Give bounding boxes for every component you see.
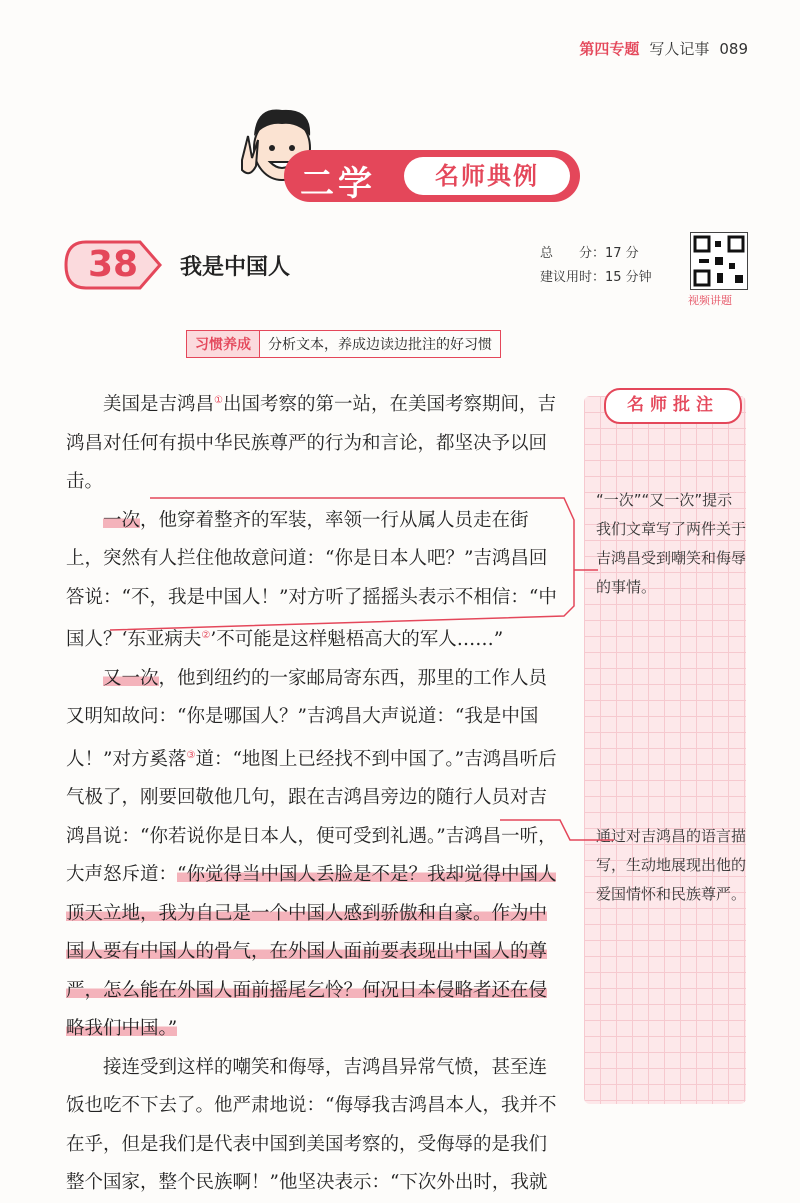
suggested-time: 建议用时：15 分钟 (540, 270, 652, 285)
annotation-note-2: 通过对吉鸿昌的语言描写，生动地展现出他的爱国情怀和民族尊严。 (596, 827, 747, 903)
text-run: 美国是吉鸿昌 (103, 394, 215, 416)
highlight: 一次 (103, 509, 141, 531)
text-run: ，他到纽约的一家邮局寄东西，那里的工作人员又明知故问：“你是哪国人？”吉鸿昌大声说道：“我是中国人！”对方奚落 (66, 667, 548, 770)
habit-tag: 习惯养成 (187, 331, 260, 357)
paragraph (66, 1049, 560, 1203)
header-topic: 第四专题 (579, 40, 640, 58)
text-run: 出国考察的第一站，在美国考察期间，吉鸿昌对任何有损中华民族尊严的行为和言论，都坚决予以回击。 (66, 394, 556, 493)
footnote-marker: ② (201, 630, 211, 642)
qr-code[interactable] (690, 232, 748, 290)
banner-part2-pill (404, 157, 570, 195)
habit-text: 分析文本，养成边读边批注的好习惯 (268, 337, 492, 353)
paragraph (66, 382, 560, 502)
header-section: 写人记事 (649, 40, 710, 58)
banner-part1: 二学 (300, 164, 376, 204)
text-run: ，他穿着整齐的军装，率领一行从属人员走在街上，突然有人拦住他故意问道：“你是日本人吧？”吉鸿昌回答说：“不，我是中国人！”对方听了摇摇头表示不相信：“中国人？‘东亚病夫 (66, 509, 557, 651)
text-run: ’不可能是这样魁梧高大的军人……” (210, 629, 504, 651)
lesson-number-badge (64, 240, 162, 290)
panel-title: 名师批注 (604, 388, 742, 424)
score-box (540, 242, 670, 290)
annotation-note-1: “一次”“又一次”提示我们文章写了两件关于吉鸿昌受到嘲笑和侮辱的事情。 (596, 491, 747, 596)
footnote-marker: ① (214, 395, 223, 406)
total-score: 总 分：17 分 (540, 246, 639, 261)
habit-line (186, 330, 501, 358)
paragraph (66, 660, 560, 1049)
article-body (66, 382, 560, 1203)
page-number: 089 (719, 40, 748, 58)
highlight: “你觉得当中国人丢脸是不是？我却觉得中国人顶天立地，我为自己是一个中国人感到骄傲和自豪。作为中国人要有中国人的骨气，在外国人面前要表现出中国人的尊严，怎么能在外国人面前摇尾乞怜？何况日本侵略者还在侵略我们中国。” (66, 864, 557, 1040)
lesson-title: 我是中国人 (180, 255, 291, 280)
footnote-marker: ③ (186, 749, 196, 761)
running-header (579, 38, 748, 59)
highlight: 又一次 (103, 667, 159, 689)
video-label[interactable]: 视频讲题 (688, 294, 732, 307)
banner-part2: 名师典例 (435, 162, 539, 190)
text-run: 道：“地图上已经找不到中国了。”吉鸿昌听后气极了，刚要回敬他几句，跟在吉鸿昌旁边的随行人员对吉鸿昌说：“你若说你是日本人，便可受到礼遇。”吉鸿昌一听，大声怒斥道： (66, 748, 557, 886)
text-run: 接连受到这样的嘲笑和侮辱，吉鸿昌异常气愤，甚至连饭也吃不下去了。他严肃地说：“侮辱我吉鸿昌本人，我并不在乎，但是我们是代表中国到美国考察的，受侮辱的是我们整个国家，整个民族啊！”他坚决表示：“下次外出时，我就 (66, 1056, 557, 1194)
lesson-number: 38 (87, 244, 139, 285)
qr-pattern (691, 233, 747, 289)
paragraph (66, 502, 560, 660)
section-banner (284, 150, 580, 202)
